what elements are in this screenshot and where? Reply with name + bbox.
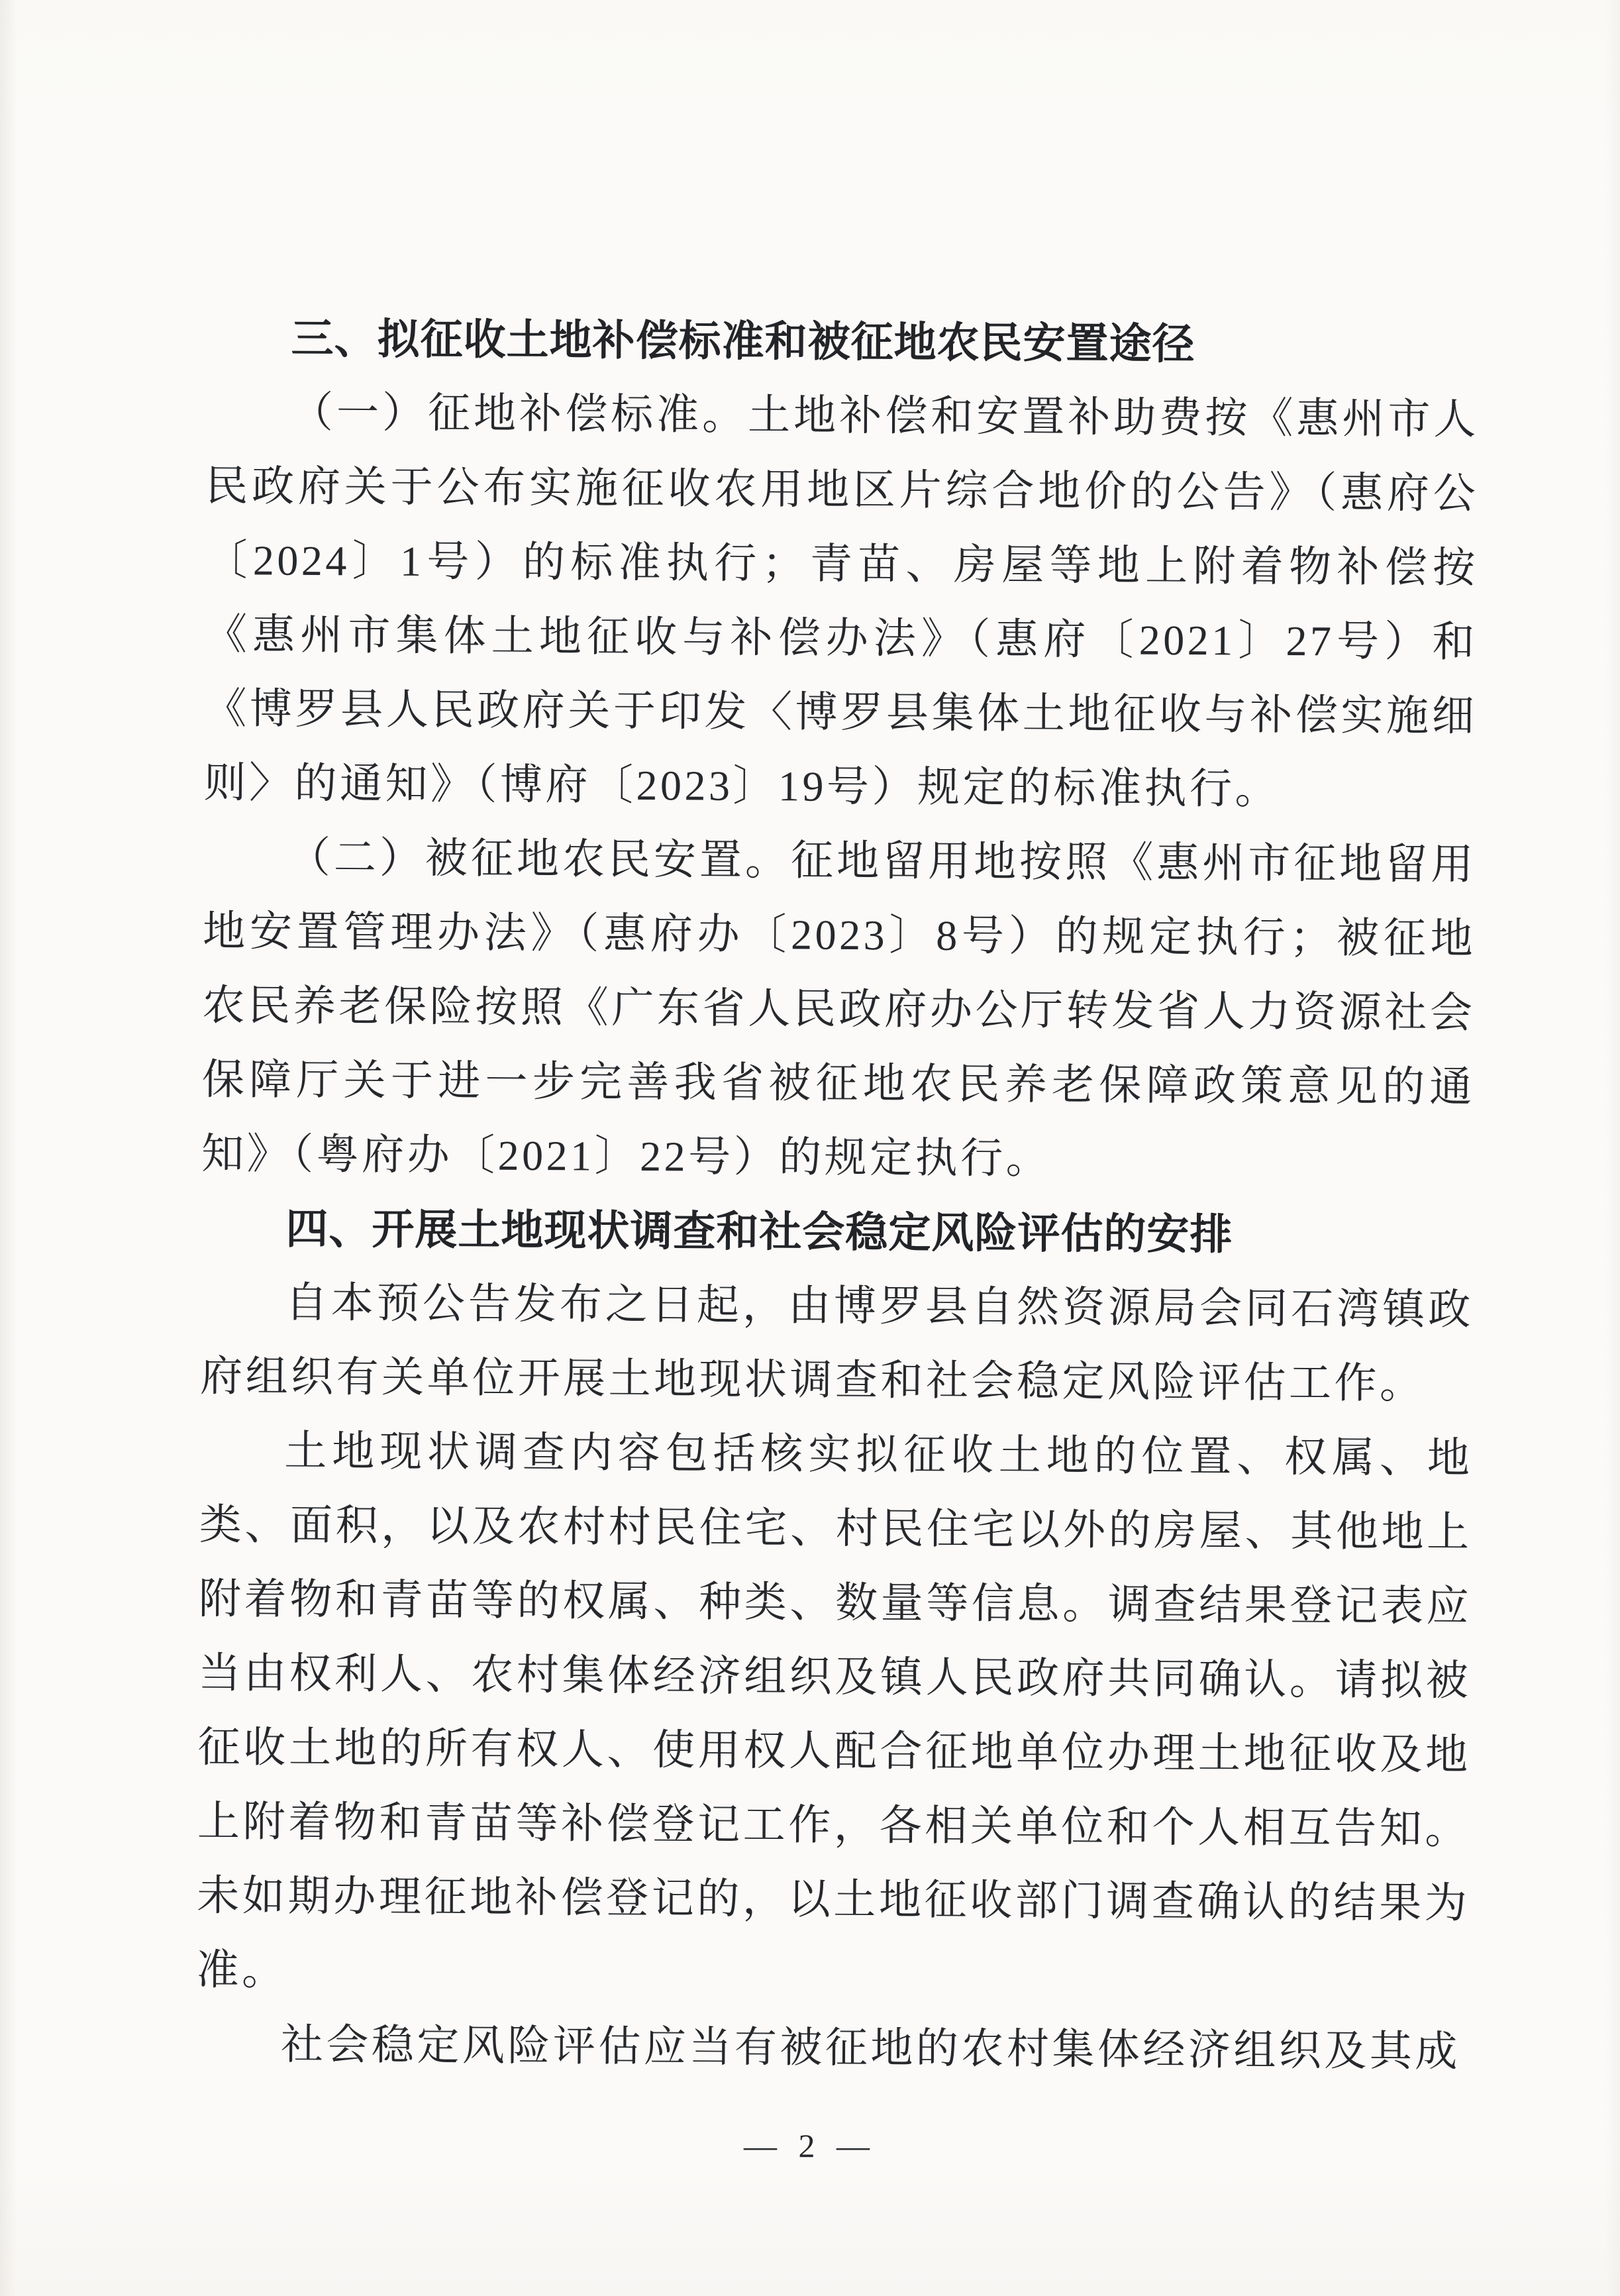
paragraph-risk-assessment: 社会稳定风险评估应当有被征地的农村集体经济组织及其成 — [280, 2020, 1461, 2075]
page-footer — [0, 2125, 1620, 2166]
section-heading-3: 三、拟征收土地补偿标准和被征地农民安置途径 — [291, 314, 1195, 368]
paragraph-farmer-resettlement: （二）被征地农民安置。征地留用地按照《惠州市征地留用地安置管理办法》（惠府办〔2023〕8号）的规定执行；被征地农民养老保险按照《广东省人民政府办公厅转发省人力资源社会保障厅关于进一步完善我省被征地农民养老保障政策意见的通知》（粤府办〔2021〕22号）的规定执行。 — [201, 833, 1477, 1182]
document-body — [196, 301, 1480, 2089]
page-number: — 2 — — [744, 2127, 876, 2164]
paragraph-compensation-standard: （一）征地补偿标准。土地补偿和安置补助费按《惠州市人民政府关于公布实施征收农用地区片综合地价的公告》（惠府公〔2024〕1号）的标准执行；青苗、房屋等地上附着物补偿按《惠州市集体土地征收与补偿办法》（惠府〔2021〕27号）和《博罗县人民政府关于印发〈博罗县集体土地征收与补偿实施细则〉的通知》（博府〔2023〕19号）规定的标准执行。 — [203, 388, 1480, 813]
paragraph-survey-start: 自本预公告发布之日起，由博罗县自然资源局会同石湾镇政府组织有关单位开展土地现状调查和社会稳定风险评估工作。 — [199, 1278, 1474, 1408]
paragraph-survey-content: 土地现状调查内容包括核实拟征收土地的位置、权属、地类、面积，以及农村村民住宅、村民住宅以外的房屋、其他地上附着物和青苗等的权属、种类、数量等信息。调查结果登记表应当由权利人、农村集体经济组织及镇人民政府共同确认。请拟被征收土地的所有权人、使用权人配合征地单位办理土地征收及地上附着物和青苗等补偿登记工作，各相关单位和个人相互告知。未如期办理征地补偿登记的，以土地征收部门调查确认的结果为准。 — [196, 1427, 1473, 1994]
section-heading-4: 四、开展土地现状调查和社会稳定风险评估的安排 — [285, 1204, 1233, 1259]
